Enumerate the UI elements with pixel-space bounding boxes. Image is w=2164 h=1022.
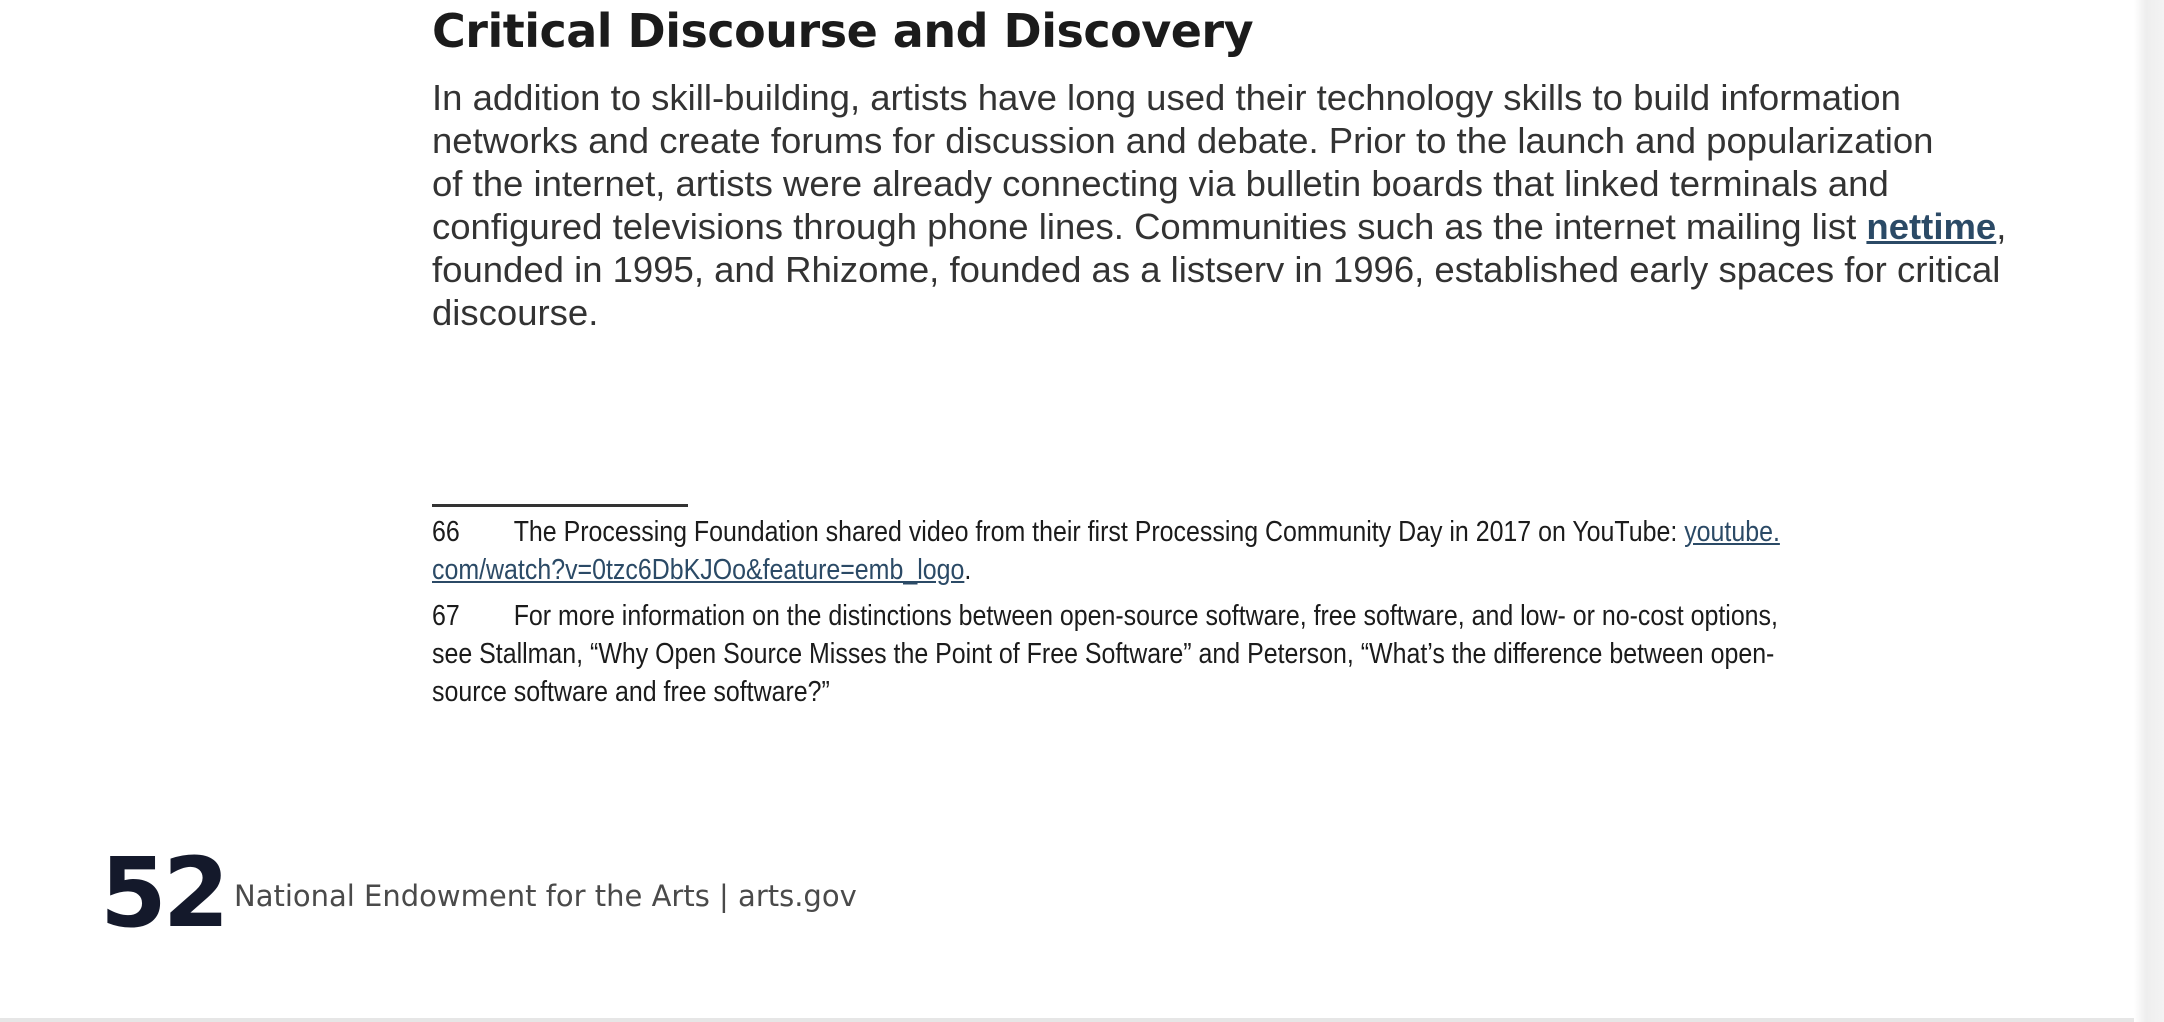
footnote-text: The Processing Foundation shared video from their first Processing Community Day in 2017 on YouTube: — [513, 516, 1685, 548]
youtube-link[interactable]: youtube. — [1684, 516, 1780, 548]
page-bottom-edge — [0, 1018, 2164, 1022]
footnote-text: . — [964, 554, 972, 586]
footnote-text: For more information on the distinctions between open-source software, free software, and low- or no-cost options, — [513, 600, 1778, 632]
paragraph-line: founded in 1995, and Rhizome, founded as a listserv in 1996, established early spaces for critical — [432, 249, 2001, 290]
youtube-link-continued[interactable]: com/watch?v=0tzc6DbKJOo&feature=emb_logo — [432, 554, 965, 586]
footnote-line: see Stallman, “Why Open Source Misses the Point of Free Software” and Peterson, “What’s the difference between open- — [432, 638, 1775, 670]
footnote-line: source software and free software?” — [432, 676, 830, 708]
footnote-divider — [432, 504, 688, 507]
paragraph-line — [432, 205, 2012, 248]
footnote-number: 67 — [432, 600, 460, 632]
page-number: 52 — [100, 837, 226, 949]
paragraph-text: configured televisions through phone lines. Communities such as the internet mailing list — [432, 206, 1867, 247]
footnote-line — [432, 597, 1778, 635]
paragraph-line: discourse. — [432, 292, 599, 333]
section-heading: Critical Discourse and Discovery — [432, 4, 1254, 58]
footnote-67 — [432, 597, 1778, 711]
paragraph-text: , — [1996, 206, 2007, 247]
footnote-66 — [432, 513, 1780, 589]
paragraph-line: In addition to skill-building, artists have long used their technology skills to build information — [432, 77, 1901, 118]
footnotes-section — [432, 513, 1780, 719]
body-paragraph — [432, 76, 2012, 334]
footnote-number: 66 — [432, 516, 460, 548]
paragraph-line: of the internet, artists were already connecting via bulletin boards that linked terminals and — [432, 163, 1889, 204]
running-footer: National Endowment for the Arts | arts.gov — [234, 879, 857, 913]
nettime-link[interactable]: nettime — [1866, 206, 1997, 247]
footnote-line — [432, 551, 1774, 589]
footnote-line — [432, 513, 1780, 551]
paragraph-line: networks and create forums for discussion and debate. Prior to the launch and popularization — [432, 120, 1934, 161]
